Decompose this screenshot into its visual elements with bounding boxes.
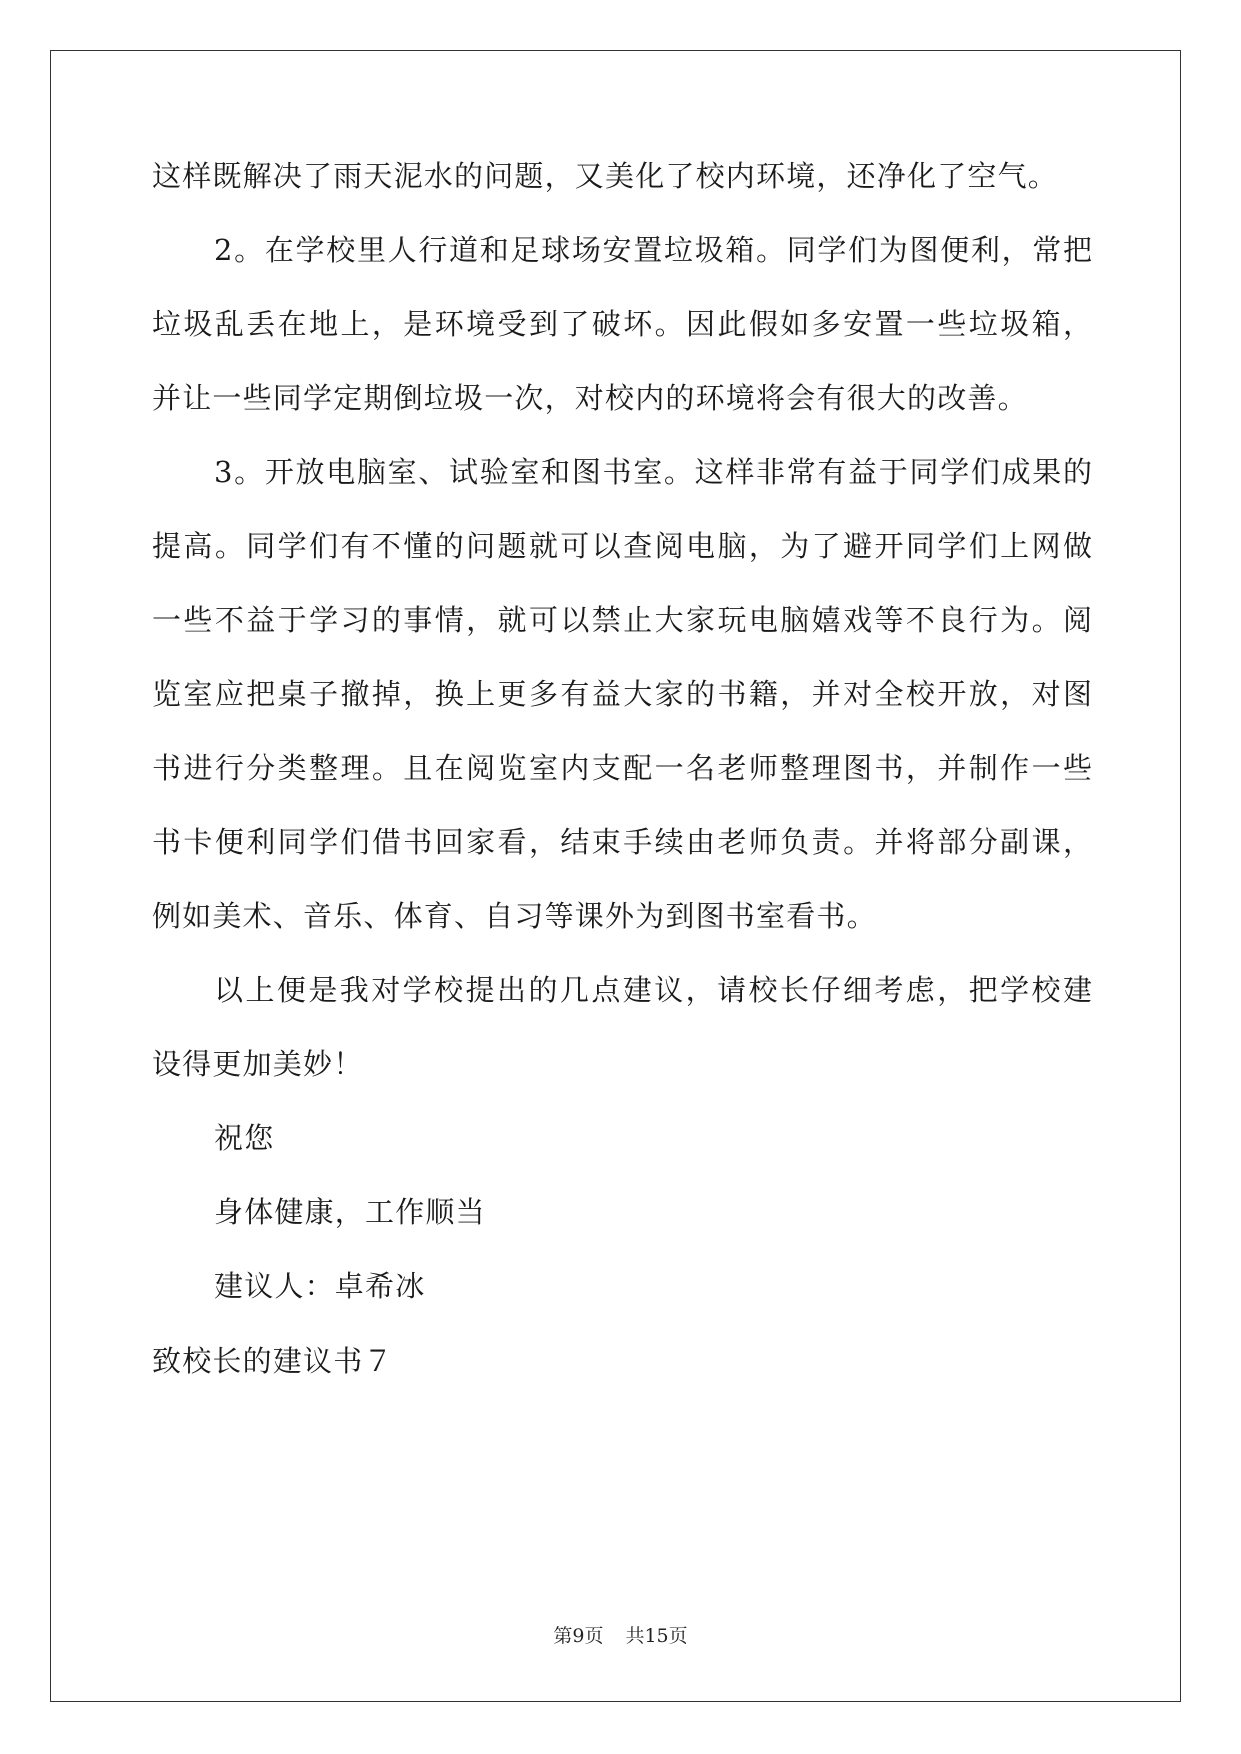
text-line: 垃圾乱丢在地上，是环境受到了破坏。因此假如多安置一些垃圾箱， [152,307,1092,341]
text-line: 书卡便利同学们借书回家看，结束手续由老师负责。并将部分副课， [152,825,1092,859]
greeting-line: 祝您 [214,1121,275,1155]
text-line: 设得更加美妙！ [152,1047,364,1081]
text-line: 2。在学校里人行道和足球场安置垃圾箱。同学们为图便利，常把 [214,233,1092,267]
text-line: 3。开放电脑室、试验室和图书室。这样非常有益于同学们成果的 [214,455,1092,489]
text-line: 览室应把桌子撤掉，换上更多有益大家的书籍，并对全校开放，对图 [152,677,1092,711]
text-line: 这样既解决了雨天泥水的问题，又美化了校内环境，还净化了空气。 [152,159,1059,193]
page-total: 共15页 [625,1625,688,1647]
section-title: 致校长的建议书７ [152,1344,394,1378]
text-line: 提高。同学们有不懂的问题就可以查阅电脑，为了避开同学们上网做 [152,529,1092,563]
signature-line: 建议人：卓希冰 [214,1269,426,1303]
text-line: 一些不益于学习的事情，就可以禁止大家玩电脑嬉戏等不良行为。阅 [152,603,1092,637]
page-number: 第9页 [553,1625,604,1647]
text-line: 例如美术、音乐、体育、自习等课外为到图书室看书。 [152,899,877,933]
greeting-line: 身体健康，工作顺当 [214,1195,486,1229]
text-line: 并让一些同学定期倒垃圾一次，对校内的环境将会有很大的改善。 [152,381,1028,415]
text-line: 书进行分类整理。且在阅览室内支配一名老师整理图书，并制作一些 [152,751,1092,785]
text-line: 以上便是我对学校提出的几点建议，请校长仔细考虑，把学校建 [214,973,1092,1007]
page-footer [0,1624,1241,1648]
page-border [50,50,1181,1702]
